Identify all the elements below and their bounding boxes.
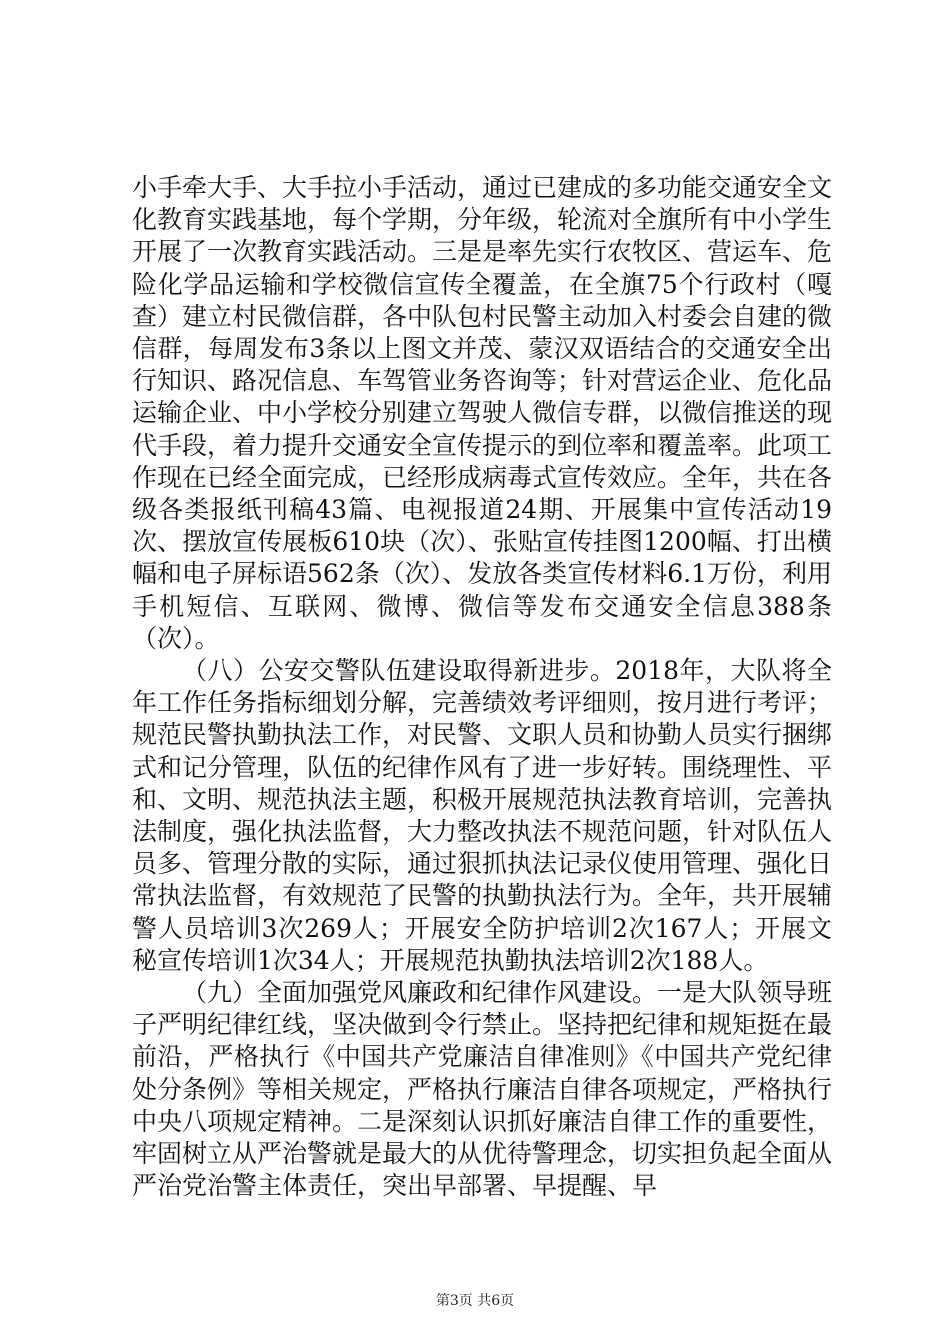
paragraph-team-building: （八）公安交警队伍建设取得新进步。2018年，大队将全年工作任务指标细划分解，完善绩效考评细则，按月进行考评；规范民警执勤执法工作，对民警、文职人员和协勤人员实行捆绑式和记分管理，队伍的纪律作风有了进一步好转。围绕理性、平和、文明、规范执法主题，积极开展规范执法教育培训，完善执法制度，强化执法监督，大力整改执法不规范问题，针对队伍人员多、管理分散的实际，通过狠抓执法记录仪使用管理、强化日常执法监督，有效规范了民警的执勤执法行为。全年，共开展辅警人员培训3次269人；开展安全防护培训2次167人；开展文秘宣传培训1次34人；开展规范执勤执法培训2次188人。 (132, 656, 833, 975)
paragraph-party-discipline: （九）全面加强党风廉政和纪律作风建设。一是大队领导班子严明纪律红线，坚决做到令行禁止。坚持把纪律和规矩挺在最前沿，严格执行《中国共产党廉洁自律准则》《中国共产党纪律处分条例》等相关规定，严格执行廉洁自律各项规定，严格执行中央八项规定精神。二是深刻认识抓好廉洁自律工作的重要性，牢固树立从严治警就是最大的从优待警理念，切实担负起全面从严治党治警主体责任，突出早部署、早提醒、早 (132, 978, 833, 1201)
page-number-footer: 第3页 共6页 (435, 1293, 515, 1309)
document-body (132, 172, 832, 1203)
paragraph-publicity-continuation: 小手牵大手、大手拉小手活动，通过已建成的多功能交通安全文化教育实践基地，每个学期，分年级，轮流对全旗所有中小学生开展了一次教育实践活动。三是是率先实行农牧区、营运车、危险化学品运输和学校微信宣传全覆盖，在全旗75个行政村（嘎查）建立村民微信群，各中队包村民警主动加入村委会自建的微信群，每周发布3条以上图文并茂、蒙汉双语结合的交通安全出行知识、路况信息、车驾管业务咨询等；针对营运企业、危化品运输企业、中小学校分别建立驾驶人微信专群，以微信推送的现代手段，着力提升交通安全宣传提示的到位率和覆盖率。此项工作现在已经全面完成，已经形成病毒式宣传效应。全年，共在各级各类报纸刊稿43篇、电视报道24期、开展集中宣传活动19次、摆放宣传展板610块（次）、张贴宣传挂图1200幅、打出横幅和电子屏标语562条（次）、发放各类宣传材料6.1万份，利用手机短信、互联网、微博、微信等发布交通安全信息388条（次）。 (132, 173, 833, 653)
